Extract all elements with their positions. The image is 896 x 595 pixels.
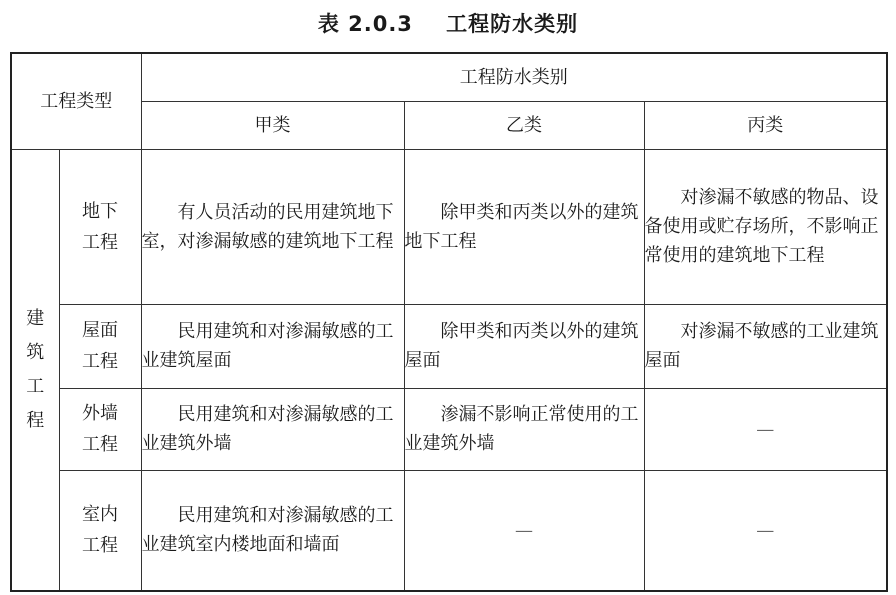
header-waterproof-category: 工程防水类别 <box>141 53 887 101</box>
header-class-a: 甲类 <box>141 101 404 149</box>
cell-text: 民用建筑和对渗漏敏感的工业建筑外墙 <box>141 404 394 454</box>
cell-text: 民用建筑和对渗漏敏感的工业建筑室内楼地面和墙面 <box>141 505 394 556</box>
cell-text: 对渗漏不敏感的工业建筑屋面 <box>644 321 879 371</box>
header-class-b: 乙类 <box>404 101 644 149</box>
header-row-2 <box>11 101 887 149</box>
cell-class-a <box>141 304 404 388</box>
row-name-cell <box>59 304 141 388</box>
row-name-cell <box>59 149 141 304</box>
cell-text: 有人员活动的民用建筑地下室，对渗漏敏感的建筑地下工程 <box>141 201 394 252</box>
cell-class-c-empty: — <box>644 388 887 470</box>
row-name: 室内工程 <box>82 504 118 557</box>
cell-class-a <box>141 149 404 304</box>
category-label: 建筑工程 <box>26 307 45 431</box>
cell-class-c <box>644 149 887 304</box>
cell-class-b <box>404 149 644 304</box>
cell-class-a <box>141 470 404 591</box>
cell-class-c <box>644 304 887 388</box>
row-name: 屋面工程 <box>82 320 118 372</box>
header-class-c: 丙类 <box>644 101 887 149</box>
table-row <box>11 304 887 388</box>
cell-class-c-empty: — <box>644 470 887 591</box>
cell-text: 除甲类和丙类以外的建筑地下工程 <box>404 201 639 252</box>
row-name-cell <box>59 388 141 470</box>
cell-text: 民用建筑和对渗漏敏感的工业建筑屋面 <box>141 321 394 371</box>
waterproof-category-table <box>10 52 888 592</box>
row-name: 地下工程 <box>82 200 118 253</box>
table-row <box>11 149 887 304</box>
table-title: 表 2.0.3 工程防水类别 <box>317 12 579 36</box>
cell-class-b <box>404 304 644 388</box>
row-name-cell <box>59 470 141 591</box>
header-project-type: 工程类型 <box>11 53 141 149</box>
cell-class-b <box>404 388 644 470</box>
cell-class-b-empty: — <box>404 470 644 591</box>
category-building-engineering <box>11 149 59 591</box>
header-row-1 <box>11 53 887 101</box>
cell-text: 除甲类和丙类以外的建筑屋面 <box>404 321 639 371</box>
cell-text: 渗漏不影响正常使用的工业建筑外墙 <box>404 404 639 454</box>
cell-class-a <box>141 388 404 470</box>
table-row <box>11 388 887 470</box>
table-row <box>11 470 887 591</box>
cell-text: 对渗漏不敏感的物品、设备使用或贮存场所，不影响正常使用的建筑地下工程 <box>644 187 879 266</box>
row-name: 外墙工程 <box>82 403 118 455</box>
